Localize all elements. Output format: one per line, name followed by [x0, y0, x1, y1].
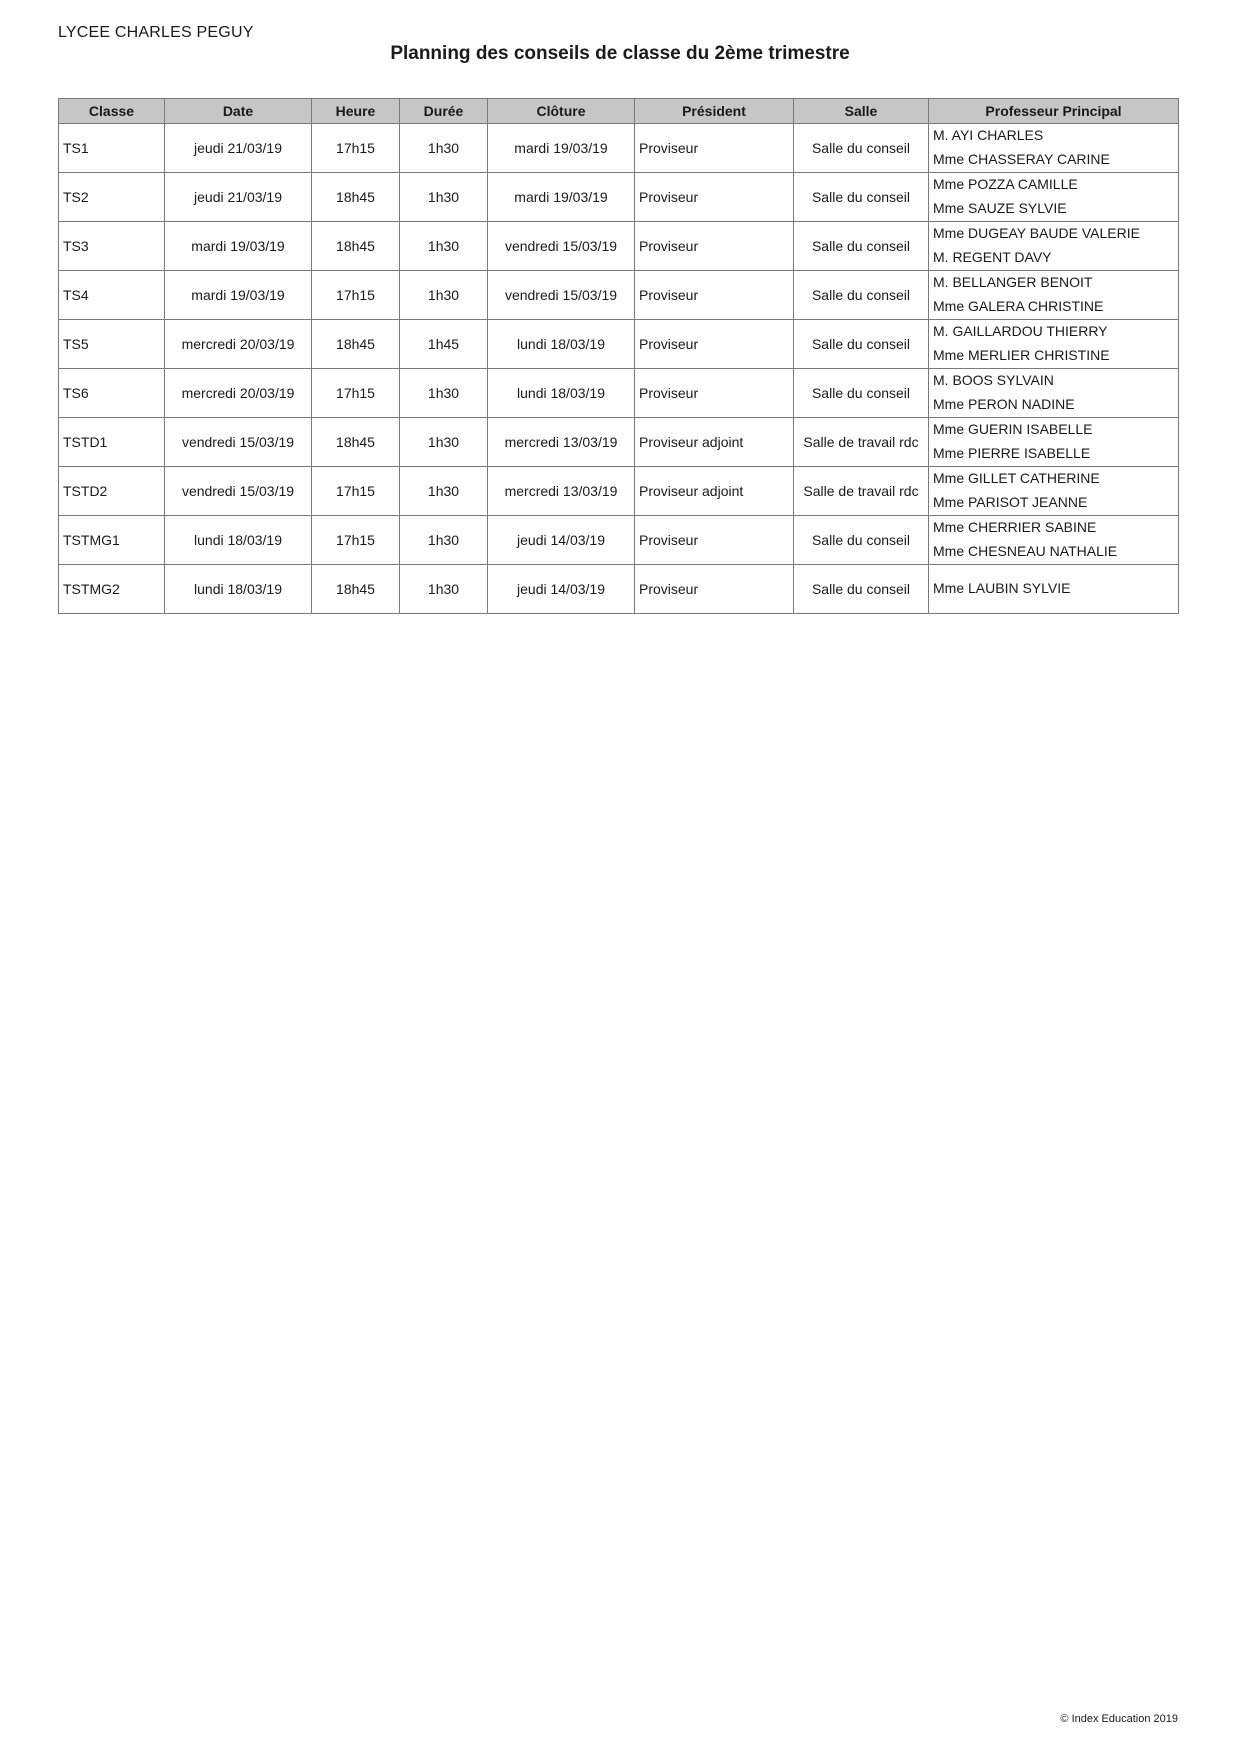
teacher-name: Mme SAUZE SYLVIE	[933, 200, 1067, 216]
teacher-name: M. BOOS SYLVAIN	[933, 372, 1054, 388]
professeur-principal-cell	[929, 124, 1179, 173]
duree-cell: 1h30	[400, 467, 488, 516]
heure-cell: 18h45	[312, 418, 400, 467]
salle-cell: Salle du conseil	[794, 565, 929, 614]
salle-cell: Salle du conseil	[794, 124, 929, 173]
classe-cell: TSTMG2	[59, 565, 165, 614]
heure-cell: 18h45	[312, 320, 400, 369]
table-header-row	[59, 99, 1179, 124]
classe-cell: TS6	[59, 369, 165, 418]
cloture-cell: jeudi 14/03/19	[488, 565, 635, 614]
table-row	[59, 467, 1179, 516]
duree-cell: 1h30	[400, 124, 488, 173]
heure-cell: 18h45	[312, 222, 400, 271]
salle-cell: Salle du conseil	[794, 271, 929, 320]
date-cell: jeudi 21/03/19	[165, 124, 312, 173]
professeur-principal-cell	[929, 222, 1179, 271]
date-cell: vendredi 15/03/19	[165, 467, 312, 516]
teacher-name: Mme DUGEAY BAUDE VALERIE	[933, 225, 1140, 241]
teacher-name: Mme GILLET CATHERINE	[933, 470, 1100, 486]
salle-cell: Salle du conseil	[794, 369, 929, 418]
table-row	[59, 418, 1179, 467]
date-cell: jeudi 21/03/19	[165, 173, 312, 222]
table-row	[59, 124, 1179, 173]
president-cell: Proviseur	[635, 173, 794, 222]
table-row	[59, 173, 1179, 222]
heure-cell: 18h45	[312, 173, 400, 222]
president-cell: Proviseur adjoint	[635, 467, 794, 516]
salle-cell: Salle du conseil	[794, 516, 929, 565]
salle-cell: Salle du conseil	[794, 222, 929, 271]
teacher-name: Mme CHERRIER SABINE	[933, 519, 1097, 535]
professeur-principal-cell	[929, 320, 1179, 369]
president-cell: Proviseur adjoint	[635, 418, 794, 467]
professeur-principal-cell	[929, 418, 1179, 467]
copyright-footer: © Index Education 2019	[1060, 1713, 1178, 1725]
president-cell: Proviseur	[635, 124, 794, 173]
duree-cell: 1h30	[400, 565, 488, 614]
teacher-name: Mme GALERA CHRISTINE	[933, 298, 1104, 314]
date-cell: vendredi 15/03/19	[165, 418, 312, 467]
schedule-table	[58, 98, 1179, 614]
teacher-name: Mme MERLIER CHRISTINE	[933, 347, 1110, 363]
date-cell: mardi 19/03/19	[165, 222, 312, 271]
professeur-principal-cell	[929, 173, 1179, 222]
professeur-principal-cell	[929, 271, 1179, 320]
heure-cell: 17h15	[312, 516, 400, 565]
duree-cell: 1h30	[400, 418, 488, 467]
date-cell: mardi 19/03/19	[165, 271, 312, 320]
salle-cell: Salle de travail rdc	[794, 467, 929, 516]
date-cell: mercredi 20/03/19	[165, 369, 312, 418]
classe-cell: TS4	[59, 271, 165, 320]
classe-cell: TS1	[59, 124, 165, 173]
date-cell: mercredi 20/03/19	[165, 320, 312, 369]
teacher-name: M. AYI CHARLES	[933, 127, 1044, 143]
heure-cell: 17h15	[312, 369, 400, 418]
column-header: Heure	[312, 99, 400, 124]
heure-cell: 18h45	[312, 565, 400, 614]
classe-cell: TS5	[59, 320, 165, 369]
classe-cell: TSTD2	[59, 467, 165, 516]
salle-cell: Salle du conseil	[794, 320, 929, 369]
duree-cell: 1h45	[400, 320, 488, 369]
classe-cell: TSTD1	[59, 418, 165, 467]
cloture-cell: mercredi 13/03/19	[488, 418, 635, 467]
table-row	[59, 222, 1179, 271]
teacher-name: Mme PIERRE ISABELLE	[933, 445, 1091, 461]
cloture-cell: vendredi 15/03/19	[488, 271, 635, 320]
president-cell: Proviseur	[635, 369, 794, 418]
column-header: Classe	[59, 99, 165, 124]
table-row	[59, 320, 1179, 369]
teacher-name: Mme GUERIN ISABELLE	[933, 421, 1093, 437]
table-row	[59, 271, 1179, 320]
cloture-cell: mardi 19/03/19	[488, 173, 635, 222]
teacher-name: M. GAILLARDOU THIERRY	[933, 323, 1108, 339]
duree-cell: 1h30	[400, 369, 488, 418]
heure-cell: 17h15	[312, 124, 400, 173]
professeur-principal-cell	[929, 369, 1179, 418]
classe-cell: TS2	[59, 173, 165, 222]
column-header: Salle	[794, 99, 929, 124]
cloture-cell: mardi 19/03/19	[488, 124, 635, 173]
cloture-cell: mercredi 13/03/19	[488, 467, 635, 516]
professeur-principal-cell	[929, 467, 1179, 516]
table-row	[59, 516, 1179, 565]
column-header: Clôture	[488, 99, 635, 124]
president-cell: Proviseur	[635, 516, 794, 565]
classe-cell: TS3	[59, 222, 165, 271]
column-header: Président	[635, 99, 794, 124]
teacher-name: M. REGENT DAVY	[933, 249, 1052, 265]
president-cell: Proviseur	[635, 222, 794, 271]
professeur-principal-cell	[929, 516, 1179, 565]
column-header: Date	[165, 99, 312, 124]
salle-cell: Salle du conseil	[794, 173, 929, 222]
cloture-cell: lundi 18/03/19	[488, 369, 635, 418]
cloture-cell: vendredi 15/03/19	[488, 222, 635, 271]
president-cell: Proviseur	[635, 271, 794, 320]
teacher-name: Mme CHASSERAY CARINE	[933, 151, 1110, 167]
heure-cell: 17h15	[312, 467, 400, 516]
duree-cell: 1h30	[400, 173, 488, 222]
teacher-name: Mme PARISOT JEANNE	[933, 494, 1088, 510]
duree-cell: 1h30	[400, 271, 488, 320]
cloture-cell: lundi 18/03/19	[488, 320, 635, 369]
teacher-name: Mme POZZA CAMILLE	[933, 176, 1078, 192]
president-cell: Proviseur	[635, 565, 794, 614]
column-header: Durée	[400, 99, 488, 124]
duree-cell: 1h30	[400, 222, 488, 271]
school-name: LYCEE CHARLES PEGUY	[58, 24, 254, 41]
classe-cell: TSTMG1	[59, 516, 165, 565]
professeur-principal-cell	[929, 565, 1179, 614]
president-cell: Proviseur	[635, 320, 794, 369]
duree-cell: 1h30	[400, 516, 488, 565]
table-row	[59, 565, 1179, 614]
teacher-name: Mme LAUBIN SYLVIE	[933, 580, 1071, 596]
date-cell: lundi 18/03/19	[165, 565, 312, 614]
page-title: Planning des conseils de classe du 2ème trimestre	[390, 43, 850, 64]
teacher-name: M. BELLANGER BENOIT	[933, 274, 1093, 290]
cloture-cell: jeudi 14/03/19	[488, 516, 635, 565]
column-header: Professeur Principal	[929, 99, 1179, 124]
teacher-name: Mme PERON NADINE	[933, 396, 1075, 412]
salle-cell: Salle de travail rdc	[794, 418, 929, 467]
table-row	[59, 369, 1179, 418]
heure-cell: 17h15	[312, 271, 400, 320]
teacher-name: Mme CHESNEAU NATHALIE	[933, 543, 1118, 559]
date-cell: lundi 18/03/19	[165, 516, 312, 565]
